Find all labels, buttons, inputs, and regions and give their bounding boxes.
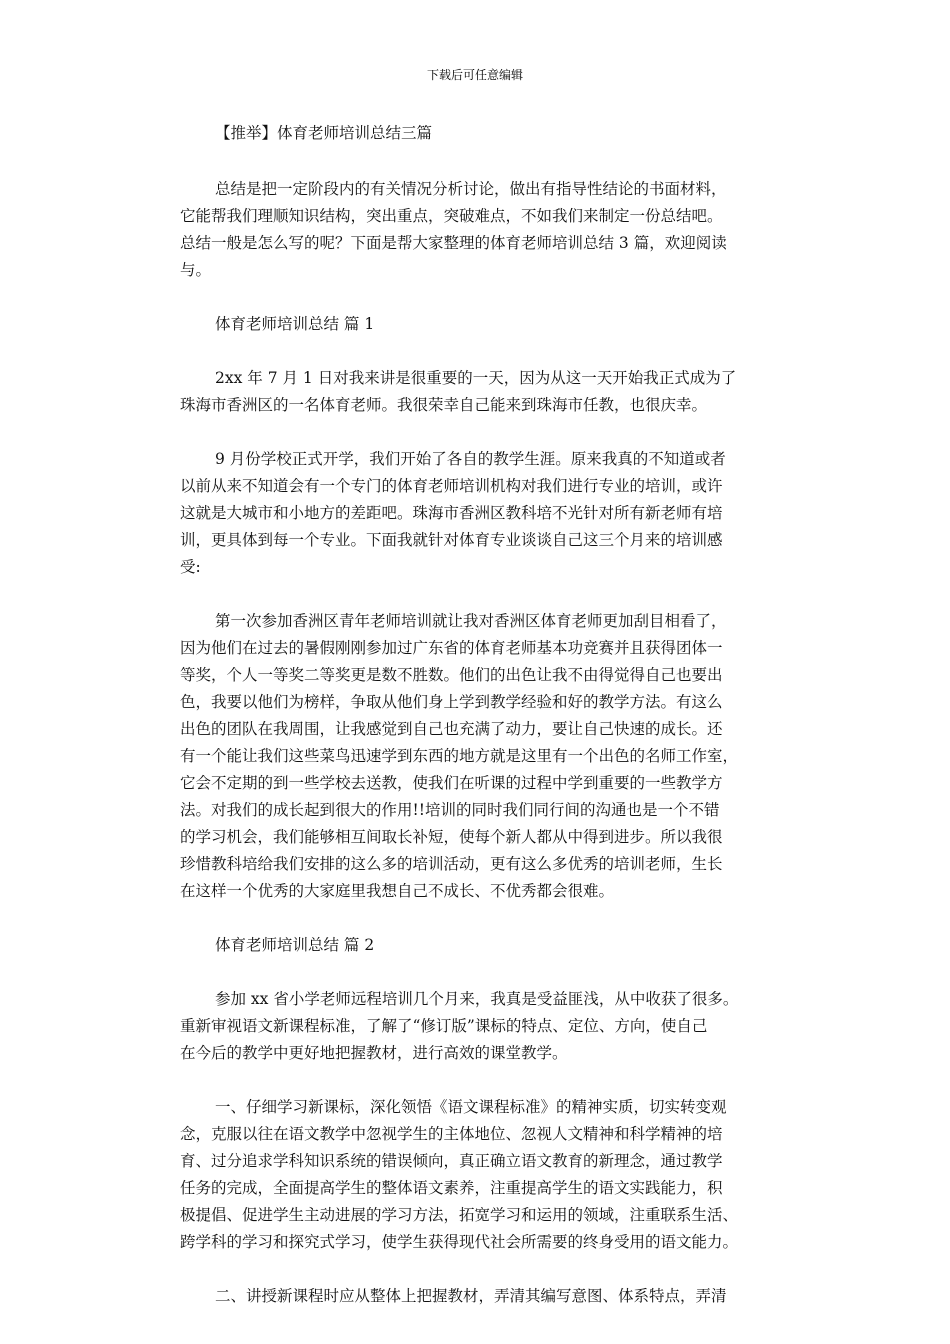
paragraph-line: 一、仔细学习新课标，深化领悟《语文课程标准》的精神实质，切实转变观	[215, 1098, 727, 1116]
paragraph-line: 色，我要以他们为榜样，争取从他们身上学到教学经验和好的教学方法。有这么	[180, 693, 723, 711]
paragraph-line: 以前从来不知道会有一个专门的体育老师培训机构对我们进行专业的培训，或许	[180, 477, 723, 495]
paragraph-line: 跨学科的学习和探究式学习，使学生获得现代社会所需要的终身受用的语文能力。	[180, 1233, 739, 1251]
paragraph-line: 2xx 年 7 月 1 日对我来讲是很重要的一天，因为从这一天开始我正式成为了	[215, 369, 737, 387]
section-2-title: 体育老师培训总结 篇 2	[215, 936, 375, 954]
paragraph-line: 因为他们在过去的暑假刚刚参加过广东省的体育老师基本功竞赛并且获得团体一	[180, 639, 723, 657]
paragraph-line: 它会不定期的到一些学校去送教，使我们在听课的过程中学到重要的一些教学方	[180, 774, 723, 792]
document-body	[180, 120, 780, 1337]
paragraph-line: 任务的完成，全面提高学生的整体语文素养，注重提高学生的语文实践能力，积	[180, 1179, 723, 1197]
section-1-paragraph-3	[180, 608, 780, 905]
paragraph-line: 训，更具体到每一个专业。下面我就针对体育专业谈谈自己这三个月来的培训感	[180, 531, 723, 549]
paragraph-line: 珠海市香洲区的一名体育老师。我很荣幸自己能来到珠海市任教，也很庆幸。	[180, 396, 708, 414]
paragraph-line: 二、讲授新课程时应从整体上把握教材，弄清其编写意图、体系特点，弄清	[215, 1287, 727, 1305]
section-2-paragraph-2	[180, 1094, 780, 1256]
section-2-paragraph-1	[180, 986, 780, 1067]
paragraph-line: 在今后的教学中更好地把握教材，进行高效的课堂教学。	[180, 1044, 568, 1062]
paragraph-line: 这就是大城市和小地方的差距吧。珠海市香洲区教科培不光针对所有新老师有培	[180, 504, 723, 522]
section-1-title: 体育老师培训总结 篇 1	[215, 315, 375, 333]
section-1-paragraph-2	[180, 446, 780, 581]
paragraph-line: 参加 xx 省小学老师远程培训几个月来，我真是受益匪浅，从中收获了很多。	[215, 990, 739, 1008]
header-note: 下载后可任意编辑	[426, 68, 523, 82]
paragraph-line: 等奖，个人一等奖二等奖更是数不胜数。他们的出色让我不由得觉得自己也要出	[180, 666, 723, 684]
paragraph-line: 出色的团队在我周围，让我感觉到自己也充满了动力，要让自己快速的成长。还	[180, 720, 723, 738]
paragraph-line: 有一个能让我们这些菜鸟迅速学到东西的地方就是这里有一个出色的名师工作室，	[180, 747, 739, 765]
paragraph-line: 珍惜教科培给我们安排的这么多的培训活动，更有这么多优秀的培训老师，生长	[180, 855, 723, 873]
paragraph-line: 念，克服以往在语文教学中忽视学生的主体地位、忽视人文精神和科学精神的培	[180, 1125, 723, 1143]
paragraph-line: 法。对我们的成长起到很大的作用!!培训的同时我们同行间的沟通也是一个不错	[180, 801, 720, 819]
document-title: 【推举】体育老师培训总结三篇	[215, 124, 433, 142]
section-1-paragraph-1	[180, 365, 780, 419]
paragraph-line: 育、过分追求学科知识系统的错误倾向，真正确立语文教育的新理念，通过教学	[180, 1152, 723, 1170]
paragraph-line: 的学习机会，我们能够相互间取长补短，使每个新人都从中得到进步。所以我很	[180, 828, 723, 846]
paragraph-line: 极提倡、促进学生主动进展的学习方法，拓宽学习和运用的领域，注重联系生活、	[180, 1206, 739, 1224]
paragraph-line: 9 月份学校正式开学，我们开始了各自的教学生涯。原来我真的不知道或者	[215, 450, 726, 468]
intro-paragraph	[180, 176, 780, 284]
paragraph-line: 它能帮我们理顺知识结构，突出重点，突破难点，不如我们来制定一份总结吧。	[180, 207, 723, 225]
paragraph-line: 与。	[180, 261, 212, 279]
paragraph-line: 总结一般是怎么写的呢？下面是帮大家整理的体育老师培训总结 3 篇，欢迎阅读	[180, 234, 727, 252]
paragraph-line: 第一次参加香洲区青年老师培训就让我对香洲区体育老师更加刮目相看了，	[215, 612, 727, 630]
section-2-paragraph-3	[180, 1283, 780, 1310]
paragraph-line: 总结是把一定阶段内的有关情况分析讨论，做出有指导性结论的书面材料，	[215, 180, 727, 198]
paragraph-line: 重新审视语文新课程标准，了解了“修订版”课标的特点、定位、方向，使自己	[180, 1017, 708, 1035]
paragraph-line: 在这样一个优秀的大家庭里我想自己不成长、不优秀都会很难。	[180, 882, 615, 900]
paragraph-line: 受:	[180, 558, 201, 576]
